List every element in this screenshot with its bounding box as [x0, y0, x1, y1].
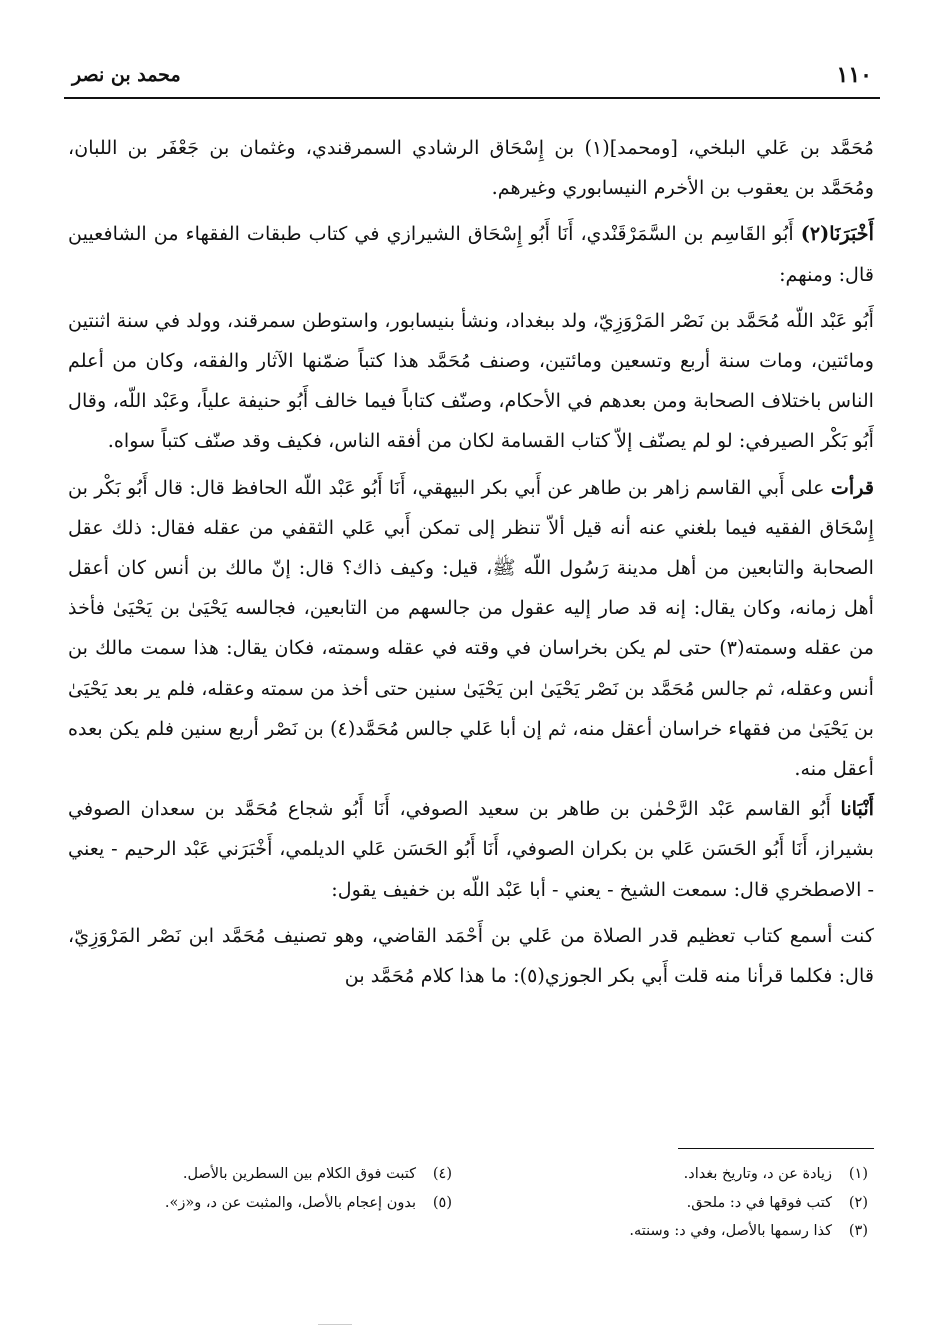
footnote-3 — [478, 1217, 868, 1246]
footnote-rule — [678, 1148, 874, 1149]
header-rule — [64, 97, 880, 99]
paragraph-4-lead: قرأت — [830, 475, 874, 499]
paragraph-5 — [68, 789, 874, 910]
footnote-text: بدون إعجام بالأصل، والمثبت عن د، و«ز». — [164, 1194, 416, 1211]
page-number: ١١٠ — [836, 62, 872, 88]
footnote-number: (٤) — [432, 1166, 452, 1182]
footnote-number: (٥) — [432, 1194, 452, 1211]
footnotes-left-column — [62, 1160, 452, 1217]
paragraph-2-lead: أَخْبَرَنَا(٢) — [800, 222, 874, 246]
paragraph-4 — [68, 468, 874, 790]
footnotes-right-column — [478, 1160, 868, 1246]
paragraph-1-text: مُحَمَّد بن عَلي البلخي، [ومحمد](١) بن إِسْحَاق الرشادي السمرقندي، وغثمان بن جَعْفَر بن اللبان، ومُحَمَّد بن يعقوب بن الأخرم النيسابوري وغيرهم. — [68, 136, 875, 200]
footnote-text: كذا رسمها بالأصل، وفي د: وسنته. — [629, 1223, 832, 1239]
paragraph-5-text: أَبُو القاسم عَبْد الرَّحْمٰن بن طاهر بن سعيد الصوفي، أَنَا أَبُو شجاع مُحَمَّد بن سعدان الصوفي بشيراز، أَنَا أَبُو الحَسَن عَلي بن بكران الصوفي، أَنَا أَبُو الحَسَن عَلي الديلمي، أَخْبَرَني عَبْد الرحيم - يعني - الاصطخري قال: سمعت الشيخ - يعني - أبا عَبْد اللّه بن خفيف يقول: — [68, 797, 874, 901]
paragraph-5-lead: أَنْبَانا — [840, 797, 874, 821]
paragraph-6 — [68, 916, 874, 996]
footnote-number: (٢) — [848, 1194, 868, 1211]
page-header — [72, 58, 872, 98]
main-text — [68, 128, 874, 996]
paragraph-3 — [68, 301, 874, 462]
bottom-mark — [318, 1324, 352, 1325]
footnote-number: (٣) — [848, 1223, 868, 1239]
footnote-text: كتب فوقها في د: ملحق. — [686, 1194, 832, 1211]
paragraph-6-text: كنت أسمع كتاب تعظيم قدر الصلاة من عَلي بن أَحْمَد القاضي، وهو تصنيف مُحَمَّد ابن نَصْر المَرْوَزِيّ، قال: فكلما قرأنا منه قلت أَبي بكر الجوزي(٥): ما هذا كلام مُحَمَّد بن — [68, 923, 874, 988]
paragraph-3-text: أَبُو عَبْد اللّه مُحَمَّد بن نَصْر المَرْوَزِيّ، ولد ببغداد، ونشأ بنيسابور، واستوطن سمرقند، وولد في سنة اثنتين ومائتين، ومات سنة أربع وتسعين ومائتين، وصنف مُحَمَّد هذا كتباً ضمّنها الآثار والفقه، وكان من أعلم الناس باختلاف الصحابة ومن بعدهم في الأحكام، وصنّف كتاباً فيما خالف أَبُو حنيفة علياً، وعَبْد اللّه، وقال أَبُو بَكْر الصيرفي: لو لم يصنّف إلاّ كتاب القسامة لكان من أفقه الناس، فكيف وقد صنّف كتباً سواه. — [68, 308, 874, 453]
paragraph-1 — [68, 128, 874, 208]
footnote-5 — [62, 1189, 452, 1218]
running-title: محمد بن نصر — [72, 64, 181, 86]
paragraph-2-text: أَبُو القَاسِم بن السَّمَرْقَنْدي، أَنَا أَبُو إِسْحَاق الشيرازي في كتاب طبقات الفقهاء من الشافعيين قال: ومنهم: — [68, 222, 874, 286]
footnote-text: كتبت فوق الكلام بين السطرين بالأصل. — [182, 1166, 416, 1182]
footnote-2 — [478, 1189, 868, 1218]
paragraph-2 — [68, 214, 874, 294]
paragraph-4-text: على أَبي القاسم زاهر بن طاهر عن أَبي بكر البيهقي، أَنَا أَبُو عَبْد اللّه الحافظ قال: قال أَبُو بَكْر بن إِسْحَاق الفقيه فيما بلغني عنه أنه قيل ألاّ تنظر إلى تمكن أَبي عَلي الثقفي من عقله فقال: ذلك عقل الصحابة والتابعين من أهل مدينة رَسُول اللّه ﷺ، قيل: وكيف ذاك؟ قال: إنّ مالك بن أنس كان أعقل أهل زمانه، وكان يقال: إنه قد صار إليه عقول من جالسهم من التابعين، فجالسه يَحْيَىٰ بن يَحْيَىٰ فأخذ من عقله وسمته(٣) حتى لم يكن بخراسان في وقته في عقله وسمته، فكان يقال: هذا سمت مالك بن أنس وعقله، ثم جالس مُحَمَّد بن نَصْر يَحْيَىٰ ابن يَحْيَىٰ سنين حتى أخذ من سمته وعقله، فلم ير بعد يَحْيَىٰ بن يَحْيَىٰ من فقهاء خراسان أعقل منه، ثم إن أبا عَلي جالس مُحَمَّد(٤) بن نَصْر أربع سنين فلم يكن بعده أعقل منه. — [68, 475, 875, 781]
footnote-text: زيادة عن د، وتاريخ بغداد. — [683, 1166, 832, 1182]
footnote-4 — [62, 1160, 452, 1189]
footnote-number: (١) — [848, 1166, 868, 1182]
footnote-1 — [478, 1160, 868, 1189]
